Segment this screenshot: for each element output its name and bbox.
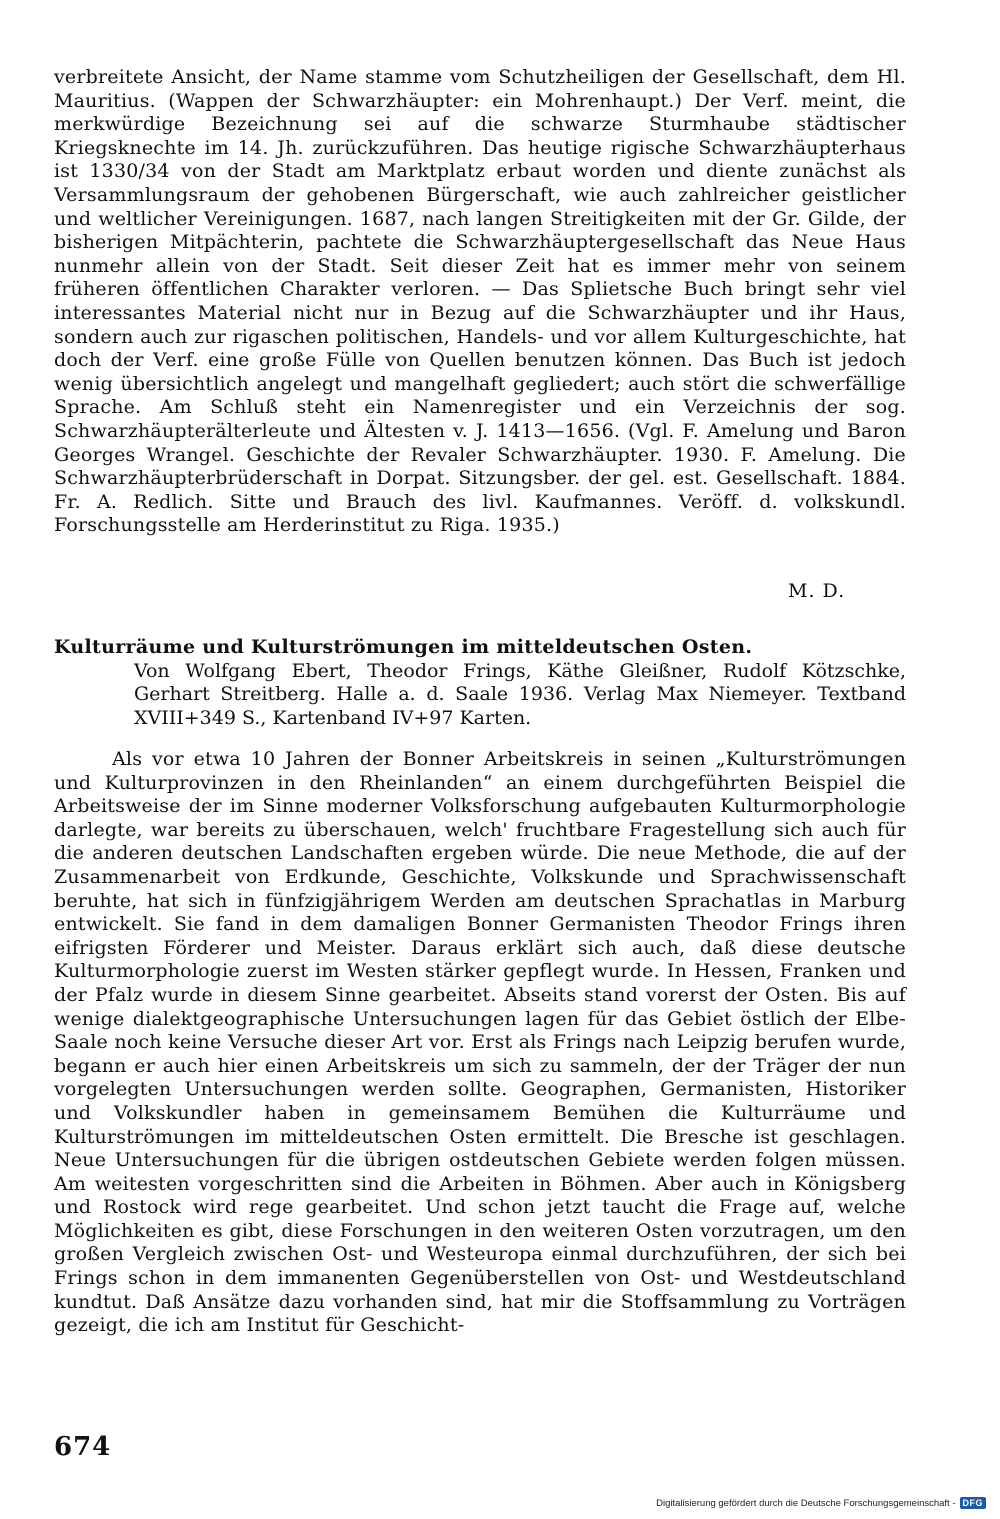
review-body-paragraph: Als vor etwa 10 Jahren der Bonner Arbeitskreis in seinen „Kulturströmungen und Kulturprovinzen in den Rheinlanden“ an einem durchgeführten Beispiel die Arbeitsweise der im Sinne moderner Volksforschung aufgebauten Kulturmorphologie darlegte, war bereits zu überschauen, welch' fruchtbare Fragestellung sich auch für die anderen deutschen Landschaften ergeben würde. Die neue Methode, die auf der Zusammenarbeit von Erdkunde, Geschichte, Volkskunde und Sprachwissenschaft beruhte, hat sich in fünfzigjährigem Werden am deutschen Sprachatlas in Marburg entwickelt. Sie fand in dem damaligen Bonner Germanisten Theodor Frings ihren eifrigsten Förderer und Meister. Daraus erklärt sich auch, daß diese deutsche Kulturmorphologie zuerst im Westen stärker gepflegt wurde. In Hessen, Franken und der Pfalz wurde in diesem Sinne gearbeitet. Abseits stand vorerst der Osten. Bis auf wenige dialektgeographische Untersuchungen lagen für das Gebiet östlich der Elbe-Saale noch keine Versuche dieser Art vor. Erst als Frings nach Leipzig berufen wurde, begann er auch hier einen Arbeitskreis um sich zu sammeln, der der Träger der nun vorgelegten Untersuchungen werden sollte. Geographen, Germanisten, Historiker und Volkskundler haben in gemeinsamem Bemühen die Kulturräume und Kulturströmungen im mitteldeutschen Osten ermittelt. Die Bresche ist geschlagen. Neue Untersuchungen für die übrigen ostdeutschen Gebiete werden folgen müssen. Am weitesten vorgeschritten sind die Arbeiten in Böhmen. Aber auch in Königsberg und Rostock wird rege gearbeitet. Und schon jetzt taucht die Frage auf, welche Möglichkeiten es gibt, diese Forschungen in den weiteren Osten vorzutragen, um den großen Vergleich zwischen Ost- und Westeuropa einmal durchzuführen, der sich bei Frings schon in dem immanenten Gegenüberstellen von Ost- und Westdeutschland kundtut. Daß Ansätze dazu vorhanden sind, hat mir die Stoffsammlung zu Vorträgen gezeigt, die ich am Institut für Geschicht- bbox=[54, 748, 906, 1337]
review-title: Kulturräume und Kulturströmungen im mitteldeutschen Osten. bbox=[54, 636, 753, 658]
continued-review-paragraph: verbreitete Ansicht, der Name stamme vom Schutzheiligen der Gesellschaft, dem Hl. Mauritius. (Wappen der Schwarzhäupter: ein Mohrenhaupt.) Der Verf. meint, die merkwürdige Bezeichnung sei auf die schwarze Sturmhaube städtischer Kriegsknechte im 14. Jh. zurückzuführen. Das heutige rigische Schwarzhäupterhaus ist 1330/34 von der Stadt am Marktplatz erbaut worden und diente zunächst als Versammlungsraum der gehobenen Bürgerschaft, wie auch zahlreicher geistlicher und weltlicher Vereinigungen. 1687, nach langen Streitigkeiten mit der Gr. Gilde, der bisherigen Mitpächterin, pachtete die Schwarzhäuptergesellschaft das Neue Haus nunmehr allein von der Stadt. Seit dieser Zeit hat es immer mehr von seinem früheren öffentlichen Charakter verloren. — Das Splietsche Buch bringt sehr viel interessantes Material nicht nur in Bezug auf die Schwarzhäupter und ihr Haus, sondern auch zur rigaschen politischen, Handels- und vor allem Kulturgeschichte, hat doch der Verf. eine große Fülle von Quellen benutzen können. Das Buch ist jedoch wenig übersichtlich angelegt und mangelhaft gegliedert; auch stört die schwerfällige Sprache. Am Schluß steht ein Namenregister und ein Verzeichnis der sog. Schwarzhäupterälterleute und Ältesten v. J. 1413—1656. (Vgl. F. Amelung und Baron Georges Wrangel. Geschichte der Revaler Schwarzhäupter. 1930. F. Amelung. Die Schwarzhäupterbrüderschaft in Dorpat. Sitzungsber. der gel. est. Gesellschaft. 1884. Fr. A. Redlich. Sitte und Brauch des livl. Kaufmannes. Veröff. d. volkskundl. Forschungsstelle am Herderinstitut zu Riga. 1935.) bbox=[54, 66, 906, 537]
footer-credit-text: Digitalisierung gefördert durch die Deutsche Forschungsgemeinschaft - bbox=[656, 1497, 956, 1509]
digitization-footer bbox=[656, 1497, 986, 1509]
reviewer-signature: M. D. bbox=[788, 580, 846, 602]
dfg-logo-icon: DFG bbox=[960, 1497, 987, 1509]
page-number: 674 bbox=[54, 1432, 112, 1462]
review-bibliographic-info: Von Wolfgang Ebert, Theodor Frings, Käthe Gleißner, Rudolf Kötzschke, Gerhart Streitberg. Halle a. d. Saale 1936. Verlag Max Niemeyer. Textband XVIII+349 S., Kartenband IV+97 Karten. bbox=[134, 659, 906, 729]
review-header bbox=[54, 636, 906, 730]
